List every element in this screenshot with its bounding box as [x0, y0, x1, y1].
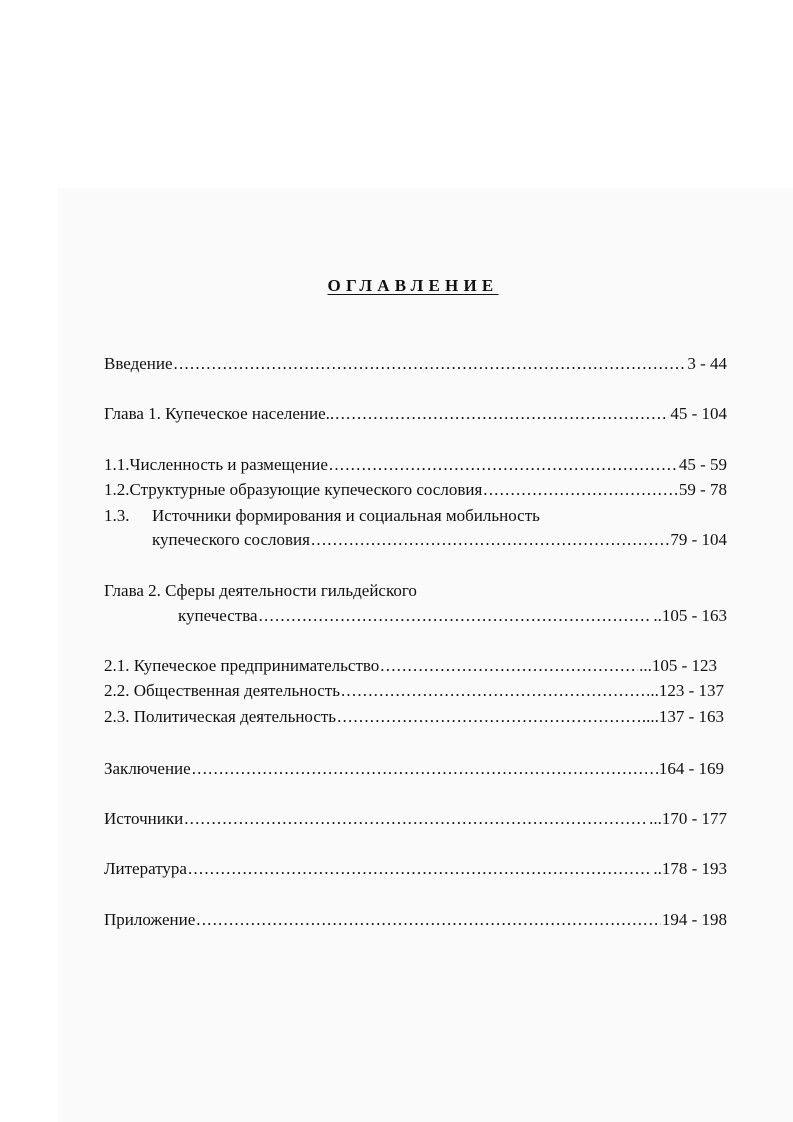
dot-leader [259, 605, 653, 627]
toc-entry-label: Источники [104, 809, 184, 828]
toc-entry-label: 2.1. Купеческое предпринимательство [104, 656, 380, 675]
toc-entry-label: Численность и размещение [129, 455, 328, 474]
toc-entry-number: 1.1. [104, 455, 130, 474]
toc-entry-label: 2.2. Общественная деятельность [104, 681, 340, 700]
dot-leader [184, 808, 648, 830]
toc-entry-section-1-3-continued [152, 529, 727, 551]
toc-entry-label: Источники формирования и социальная мобильность [152, 506, 540, 525]
toc-entry-label: Приложение [104, 910, 196, 929]
toc-entry-pages: 45 - 104 [670, 404, 727, 423]
toc-entry-label: купеческого сословия [152, 530, 310, 549]
toc-entry-pages: 3 - 44 [687, 354, 727, 373]
toc-entry-label: 2.3. Политическая деятельность [104, 707, 337, 726]
toc-entry-label: Глава 1. Купеческое население.. [104, 404, 335, 423]
toc-entry-pages: ..178 - 193 [653, 859, 727, 878]
toc-entry-pages: 79 - 104 [670, 530, 727, 549]
toc-entry-section-2-1 [104, 655, 717, 677]
toc-entry-introduction [104, 353, 727, 375]
toc-entry-pages: ..105 - 163 [653, 606, 727, 625]
toc-entry-pages: 164 - 169 [658, 759, 724, 778]
toc-entry-section-2-2 [104, 680, 724, 702]
dot-leader [174, 353, 687, 375]
toc-entry-literature [104, 858, 727, 880]
dot-leader [196, 909, 661, 931]
dot-leader [192, 758, 658, 780]
toc-entry-section-1-1 [104, 454, 727, 476]
dot-leader [341, 680, 649, 702]
toc-title: ОГЛАВЛЕНИЕ [327, 276, 499, 295]
toc-entry-label: Литература [104, 859, 187, 878]
toc-entry-number: 1.2. [104, 480, 130, 499]
dot-leader [329, 454, 678, 476]
dot-leader [337, 706, 641, 728]
toc-entry-pages: ....137 - 163 [641, 707, 724, 726]
toc-entry-conclusion [104, 758, 724, 780]
toc-entry-chapter-1 [104, 403, 727, 425]
toc-entry-sources [104, 808, 727, 830]
dot-leader [380, 655, 638, 677]
dot-leader [483, 479, 678, 501]
toc-entry-section-1-2 [104, 479, 727, 501]
toc-entry-number: 1.3. [104, 506, 130, 525]
toc-entry-pages: ...105 - 123 [639, 656, 717, 675]
toc-entry-label: Глава 2. Сферы деятельности гильдейского [104, 581, 417, 600]
toc-entry-chapter-2 [104, 580, 727, 602]
toc-entry-pages: 59 - 78 [678, 480, 727, 499]
toc-entry-label: Введение [104, 354, 173, 373]
toc-entry-chapter-2-continued [178, 605, 727, 627]
toc-entry-label: Заключение [104, 759, 191, 778]
toc-entry-label: Структурные образующие купеческого сословия [129, 480, 483, 499]
toc-entry-pages: 194 - 198 [661, 910, 727, 929]
dot-leader [335, 403, 669, 425]
toc-entry-label: купечества [178, 606, 258, 625]
toc-entry-pages: 45 - 59 [678, 455, 727, 474]
dot-leader [188, 858, 652, 880]
toc-entry-pages: ..123 - 137 [650, 681, 724, 700]
toc-entry-section-2-3 [104, 706, 724, 728]
toc-entry-pages: ...170 - 177 [649, 809, 727, 828]
toc-entry-section-1-3 [104, 505, 727, 527]
dot-leader [311, 529, 669, 551]
toc-entry-appendix [104, 909, 727, 931]
